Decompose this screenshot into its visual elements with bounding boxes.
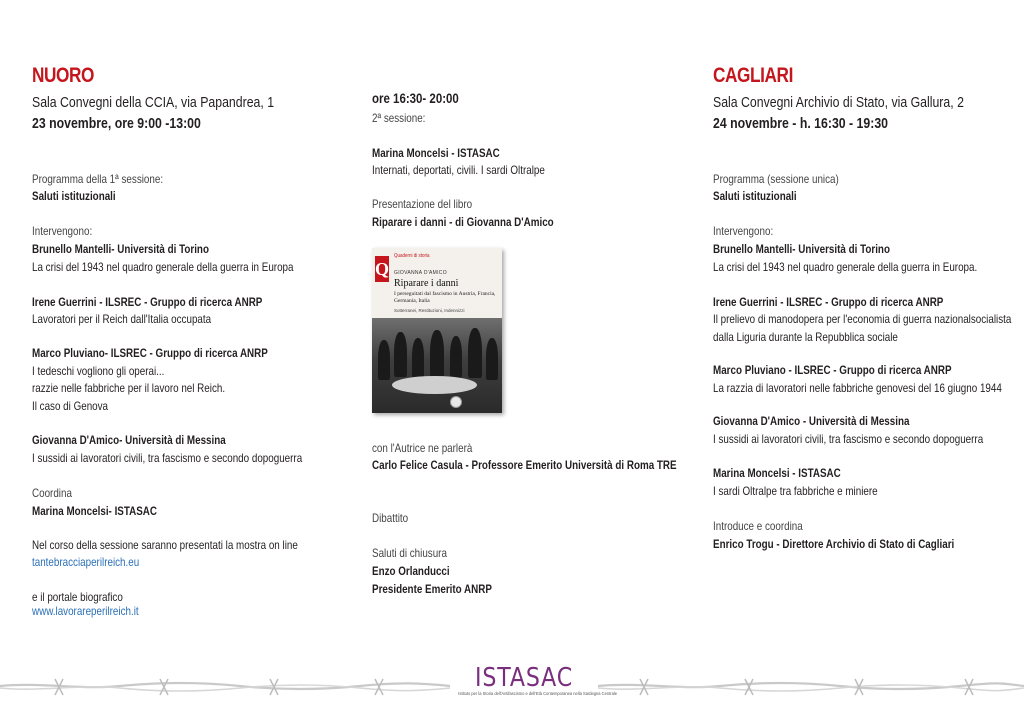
speaker-talk: I sardi Oltralpe tra fabbriche e miniere bbox=[713, 484, 878, 498]
speakers-label: Intervengono: bbox=[32, 224, 93, 238]
discussant: Carlo Felice Casula - Professore Emerito Università di Roma TRE bbox=[372, 458, 677, 472]
speaker-talk: dalla Liguria durante la Repubblica sociale bbox=[713, 330, 898, 344]
speaker-talk: Il caso di Genova bbox=[32, 399, 109, 413]
logo-subtitle: Istituto per la Storia dell'Antifascismo e dell'Età Contemporanea nella Sardegna Centrale bbox=[458, 691, 617, 696]
speaker-talk: I sussidi ai lavoratori civili, tra fascismo e secondo dopoguerra bbox=[713, 432, 984, 446]
debate: Dibattito bbox=[372, 511, 409, 525]
author-note: con l'Autrice ne parlerà bbox=[372, 441, 473, 455]
speaker-talk: Il prelievo di manodopera per l'economia di guerra nazionalsocialista bbox=[713, 312, 1012, 326]
speaker-name: Brunello Mantelli- Università di Torino bbox=[32, 242, 209, 256]
speaker-name: Giovanna D'Amico - Università di Messina bbox=[713, 414, 910, 428]
venue: Sala Convegni Archivio di Stato, via Gallura, 2 bbox=[713, 94, 964, 111]
speaker-talk: I sussidi ai lavoratori civili, tra fascismo e secondo dopoguerra bbox=[32, 451, 303, 465]
speakers-label: Intervengono: bbox=[713, 224, 774, 238]
closing-role: Presidente Emerito ANRP bbox=[372, 582, 492, 596]
speaker-name: Irene Guerrini - ILSREC - Gruppo di ricerca ANRP bbox=[713, 295, 944, 309]
venue: Sala Convegni della CCIA, via Papandrea, 1 bbox=[32, 94, 275, 111]
session-label: 2ª sessione: bbox=[372, 111, 426, 125]
book-cover-image bbox=[372, 248, 502, 413]
speaker-name: Brunello Mantelli- Università di Torino bbox=[713, 242, 890, 256]
city-title: NUORO bbox=[32, 64, 95, 87]
portal-label: e il portale biografico bbox=[32, 590, 123, 604]
greetings: Saluti istituzionali bbox=[32, 189, 116, 203]
coordinator: Enrico Trogu - Direttore Archivio di Stato di Cagliari bbox=[713, 537, 955, 551]
speaker-name: Marco Pluviano- ILSREC - Gruppo di ricerca ANRP bbox=[32, 346, 268, 360]
book-subtitle: I perseguitati dal fascismo in Austria, Francia, Germania, Italia bbox=[394, 291, 496, 304]
q-logo-icon: Q bbox=[375, 256, 389, 282]
exhibition-link[interactable]: tantebracciaperilreich.eu bbox=[32, 555, 140, 569]
speaker-talk: I tedeschi vogliono gli operai... bbox=[32, 364, 165, 378]
speaker-talk: La crisi del 1943 nel quadro generale della guerra in Europa bbox=[32, 260, 294, 274]
speaker-talk: La razzia di lavoratori nelle fabbriche genovesi del 16 giugno 1944 bbox=[713, 381, 1002, 395]
exhibition-note: Nel corso della sessione saranno presentati la mostra on line bbox=[32, 538, 298, 552]
book-series: Quaderni di storia bbox=[394, 253, 430, 259]
book-label: Presentazione del libro bbox=[372, 197, 473, 211]
book-photo bbox=[372, 318, 502, 413]
speaker-name: Marina Moncelsi - ISTASAC bbox=[713, 466, 841, 480]
speaker-talk: Internati, deportati, civili. I sardi Oltralpe bbox=[372, 163, 545, 177]
date: 24 novembre - h. 16:30 - 19:30 bbox=[713, 115, 889, 132]
program-label: Programma della 1ª sessione: bbox=[32, 172, 164, 186]
portal-link[interactable]: www.lavorareperilreich.it bbox=[32, 604, 139, 618]
speaker-name: Irene Guerrini - ILSREC - Gruppo di ricerca ANRP bbox=[32, 295, 263, 309]
book-author: GIOVANNA D'AMICO bbox=[394, 270, 447, 276]
program-label: Programma (sessione unica) bbox=[713, 172, 839, 186]
book-subtitle-2: Sotterranei, Restituzioni, Indennizzi bbox=[394, 308, 465, 313]
greetings: Saluti istituzionali bbox=[713, 189, 797, 203]
coord-label: Introduce e coordina bbox=[713, 519, 803, 533]
speaker-name: Marco Pluviano - ILSREC - Gruppo di ricerca ANRP bbox=[713, 363, 952, 377]
speaker-name: Giovanna D'Amico- Università di Messina bbox=[32, 433, 226, 447]
closing-name: Enzo Orlanducci bbox=[372, 564, 450, 578]
speaker-name: Marina Moncelsi - ISTASAC bbox=[372, 146, 500, 160]
date: 23 novembre, ore 9:00 -13:00 bbox=[32, 115, 201, 132]
speaker-talk: razzie nelle fabbriche per il lavoro nel Reich. bbox=[32, 381, 226, 395]
istasac-logo bbox=[451, 663, 617, 704]
publisher-logo-icon bbox=[450, 396, 462, 408]
closing-label: Saluti di chiusura bbox=[372, 546, 447, 560]
coordinator: Marina Moncelsi- ISTASAC bbox=[32, 504, 158, 518]
session-time: ore 16:30- 20:00 bbox=[372, 90, 459, 106]
speaker-talk: Lavoratori per il Reich dall'Italia occupata bbox=[32, 312, 212, 326]
book-title: Riparare i danni bbox=[394, 278, 459, 289]
logo-text: ISTASAC bbox=[474, 663, 573, 693]
speaker-talk: La crisi del 1943 nel quadro generale della guerra in Europa. bbox=[713, 260, 978, 274]
city-title: CAGLIARI bbox=[713, 64, 793, 87]
coord-label: Coordina bbox=[32, 486, 72, 500]
book-title-line: Riparare i danni - di Giovanna D'Amico bbox=[372, 215, 554, 229]
